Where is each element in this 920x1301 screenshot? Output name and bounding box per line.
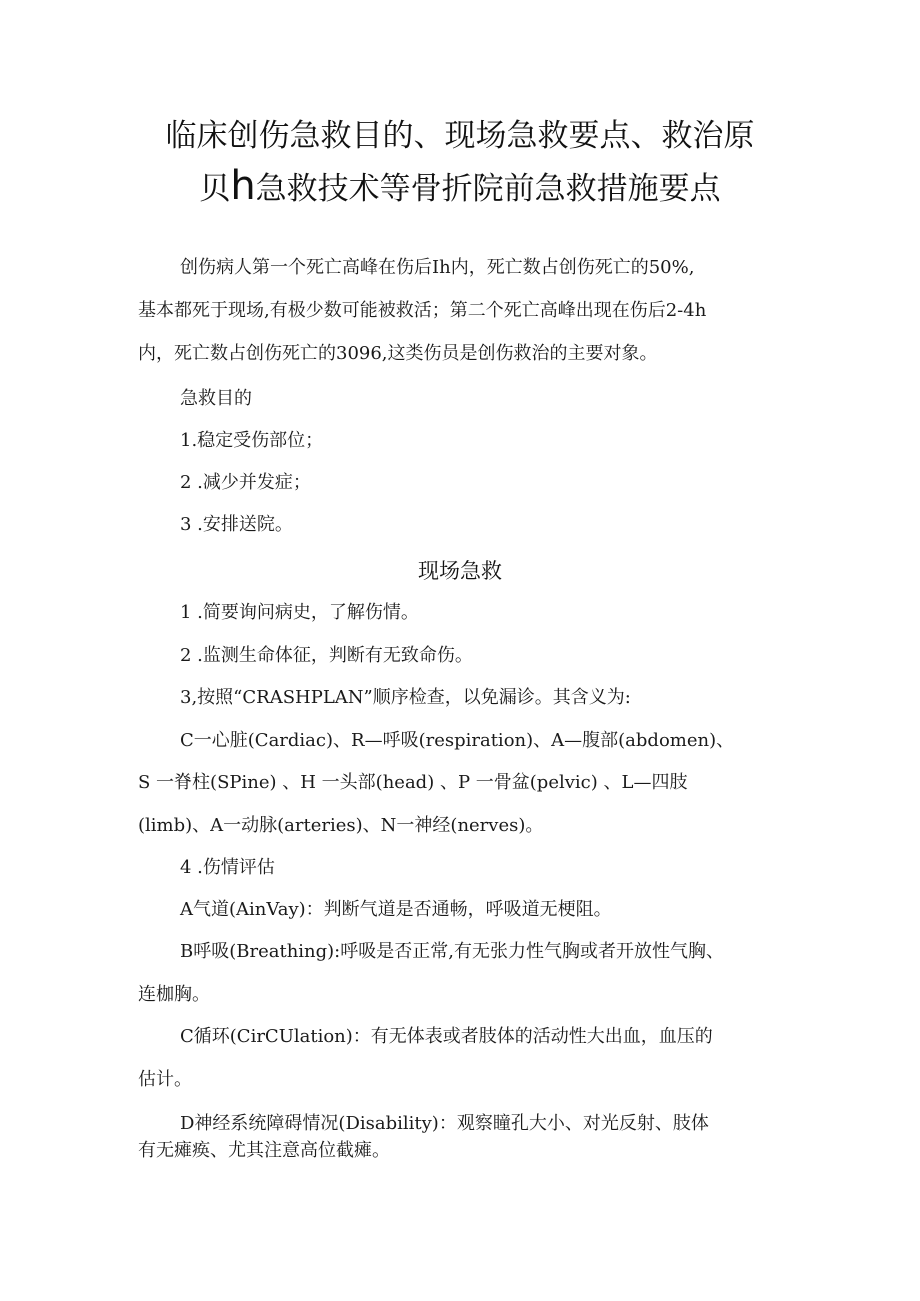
- assessment-breathing-line-2: 连枷胸。: [138, 984, 210, 1005]
- onsite-item-4: 4 .伤情评估: [180, 857, 275, 878]
- crashplan-line-3: (limb)、A一动脉(arteries)、N一神经(nerves)。: [138, 815, 544, 836]
- purpose-item-1: 1.稳定受伤部位；: [180, 430, 324, 451]
- onsite-item-3: 3,按照“CRASHPLAN”顺序检查，以免漏诊。其含义为:: [180, 687, 631, 708]
- onsite-item-2: 2 .监测生命体征，判断有无致命伤。: [180, 645, 473, 666]
- assessment-disability-line-1: D神经系统障碍情况(Disability)：观察瞳孔大小、对光反射、肢体: [180, 1113, 709, 1134]
- crashplan-line-1: C一心脏(Cardiac)、R—呼吸(respiration)、A—腹部(abdomen)、: [180, 730, 735, 751]
- assessment-disability-line-2: 有无瘫痪、尤其注意高位截瘫。: [138, 1140, 390, 1161]
- title-rest: 急救技术等骨折院前急救措施要点: [255, 171, 721, 207]
- intro-line-2: 基本都死于现场,有极少数可能被救活；第二个死亡高峰出现在伤后2-4h: [138, 300, 707, 321]
- assessment-airway: A气道(AinVay)：判断气道是否通畅，呼吸道无梗阻。: [180, 899, 612, 920]
- purpose-item-2: 2 .减少并发症；: [180, 472, 311, 493]
- purpose-heading: 急救目的: [180, 388, 252, 409]
- title-prefix: 贝: [199, 171, 231, 207]
- purpose-item-3: 3 .安排送院。: [180, 514, 293, 535]
- title-h: h: [230, 163, 256, 209]
- onsite-item-1: 1 .简要询问病史，了解伤情。: [180, 602, 419, 623]
- intro-line-1: 创伤病人第一个死亡高峰在伤后Ih内，死亡数占创伤死亡的50%,: [180, 257, 695, 278]
- assessment-circulation-line-1: C循环(CirCUlation)：有无体表或者肢体的活动性大出血，血压的: [180, 1026, 713, 1047]
- onsite-heading: 现场急救: [418, 559, 502, 583]
- assessment-circulation-line-2: 估计。: [138, 1069, 192, 1090]
- document-title-line-2: [90, 164, 830, 211]
- intro-line-3: 内，死亡数占创伤死亡的3096,这类伤员是创伤救治的主要对象。: [138, 343, 658, 364]
- document-title-line-1: 临床创伤急救目的、现场急救要点、救治原: [165, 118, 755, 154]
- crashplan-line-2: S 一脊柱(SPine) 、H 一头部(head) 、P 一骨盆(pelvic) 、L—四肢: [138, 772, 688, 793]
- assessment-breathing-line-1: B呼吸(Breathing):呼吸是否正常,有无张力性气胸或者开放性气胸、: [180, 941, 724, 962]
